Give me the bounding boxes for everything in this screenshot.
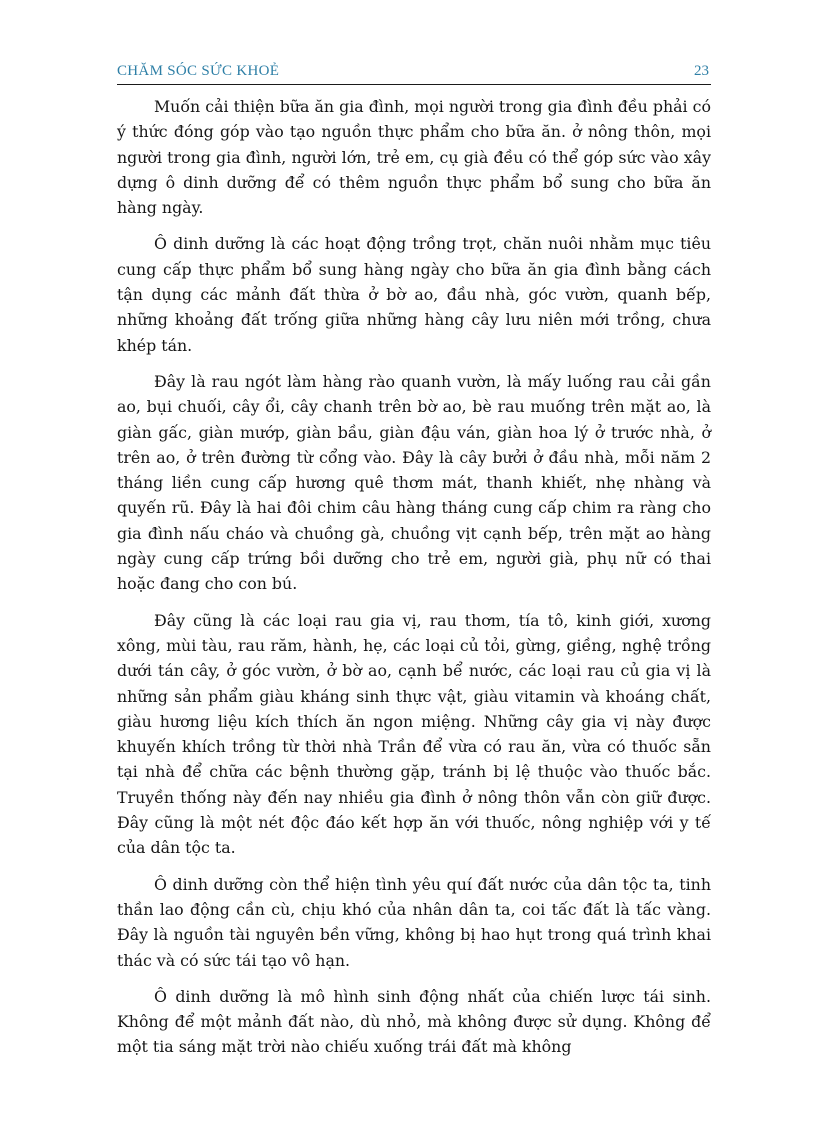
paragraph-1: Muốn cải thiện bữa ăn gia đình, mọi người trong gia đình đều phải có ý thức đóng góp vào tạo nguồn thực phẩm cho bữa ăn. ở nông thôn, mọi người trong gia đình, người lớn, trẻ em, cụ già đều có thể góp sức vào xây dựng ô dinh dưỡng để có thêm nguồn thực phẩm bổ sung cho bữa ăn hàng ngày. [117, 97, 711, 218]
header-title: CHĂM SÓC SỨC KHOẺ [117, 63, 280, 79]
paragraph-3: Đây là rau ngót làm hàng rào quanh vườn, là mấy luống rau cải gần ao, bụi chuối, cây ổi, cây chanh trên bờ ao, bè rau muống trên mặt ao, là giàn gấc, giàn mướp, giàn bầu, giàn đậu ván, giàn hoa lý ở trước nhà, ở trên ao, ở trên đường từ cổng vào. Đây là cây bưởi ở đầu nhà, mỗi năm 2 tháng liền cung cấp hương quê thơm mát, thanh khiết, nhẹ nhàng và quyến rũ. Đây là hai đôi chim câu hàng tháng cung cấp chim ra ràng cho gia đình nấu cháo và chuồng gà, chuồng vịt cạnh bếp, trên mặt ao hàng ngày cung cấp trứng bồi dưỡng cho trẻ em, người già, phụ nữ có thai hoặc đang cho con bú. [117, 371, 711, 594]
paragraph-6: Ô dinh dưỡng là mô hình sinh động nhất của chiến lược tái sinh. Không để một mảnh đất nào, dù nhỏ, mà không được sử dụng. Không để một tia sáng mặt trời nào chiếu xuống trái đất mà không [117, 986, 711, 1057]
paragraph-2: Ô dinh dưỡng là các hoạt động trồng trọt, chăn nuôi nhằm mục tiêu cung cấp thực phẩm bổ sung hàng ngày cho bữa ăn gia đình bằng cách tận dụng các mảnh đất thừa ở bờ ao, đầu nhà, góc vườn, quanh bếp, những khoảng đất trống giữa những hàng cây lưu niên mới trồng, chưa khép tán. [117, 234, 711, 355]
paragraph-5: Ô dinh dưỡng còn thể hiện tình yêu quí đất nước của dân tộc ta, tinh thần lao động cần cù, chịu khó của nhân dân ta, coi tấc đất là tấc vàng. Đây là nguồn tài nguyên bền vững, không bị hao hụt trong quá trình khai thác và có sức tái tạo vô hạn. [117, 874, 711, 970]
paragraph-4: Đây cũng là các loại rau gia vị, rau thơm, tía tô, kinh giới, xương xông, mùi tàu, rau răm, hành, hẹ, các loại củ tỏi, gừng, giềng, nghệ trồng dưới tán cây, ở góc vườn, ở bờ ao, cạnh bể nước, các loại rau củ gia vị là những sản phẩm giàu kháng sinh thực vật, giàu vitamin và khoáng chất, giàu hương liệu kích thích ăn ngon miệng. Những cây gia vị này được khuyến khích trồng từ thời nhà Trần để vừa có rau ăn, vừa có thuốc sẵn tại nhà để chữa các bệnh thường gặp, tránh bị lệ thuộc vào thuốc bắc. Truyền thống này đến nay nhiều gia đình ở nông thôn vẫn còn giữ được. Đây cũng là một nét độc đáo kết hợp ăn với thuốc, nông nghiệp với y tế của dân tộc ta. [117, 610, 711, 858]
running-header [117, 58, 711, 85]
body-text [117, 94, 711, 1071]
page-number: 23 [694, 63, 709, 79]
